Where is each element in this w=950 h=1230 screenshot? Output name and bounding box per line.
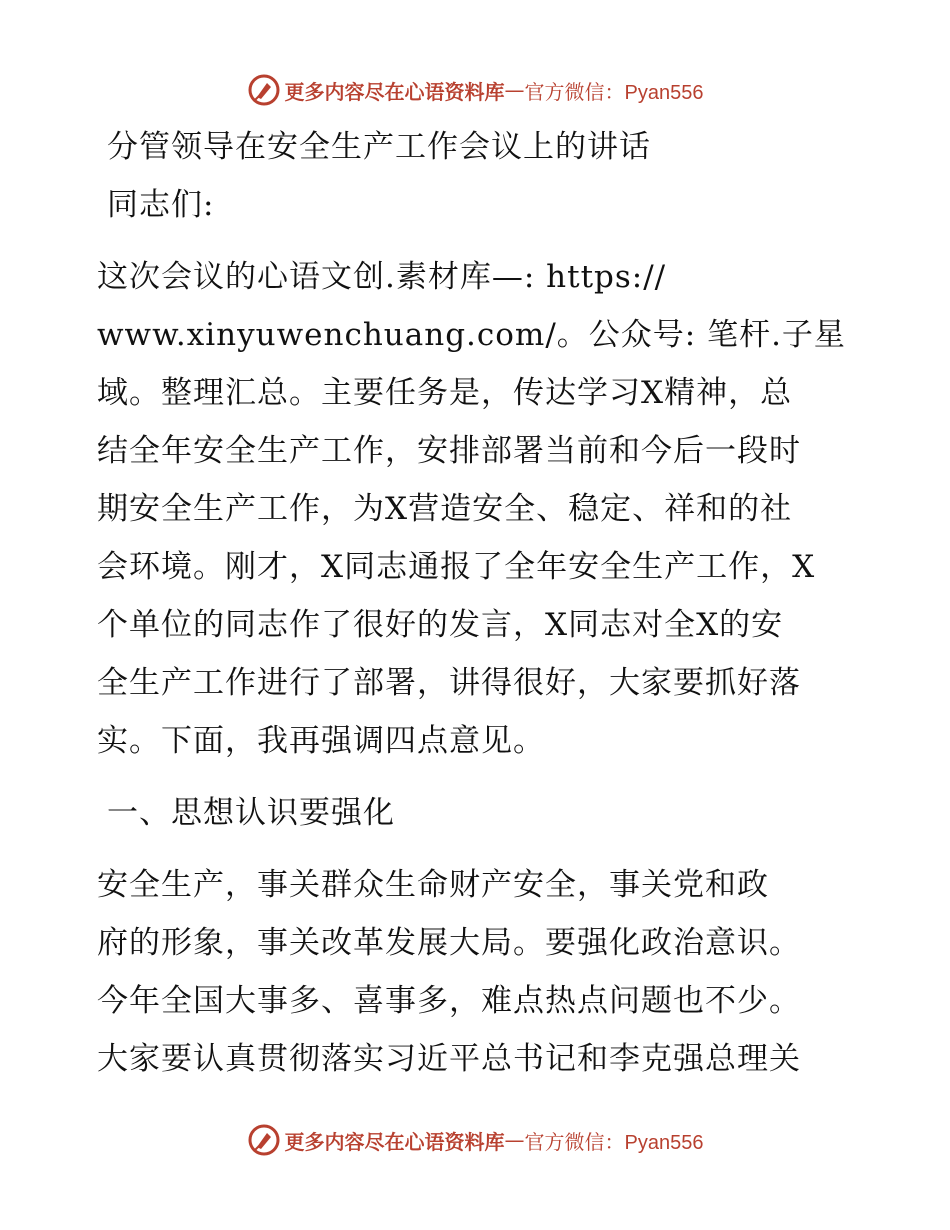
watermark-text: 更多内容尽在心语资料库 (284, 79, 505, 104)
paragraph-line: 结全年安全生产工作，安排部署当前和今后一段时 (97, 433, 801, 469)
paragraph-line: 域。整理汇总。主要任务是，传达学习X精神，总 (97, 375, 793, 411)
watermark-suffix: 官方微信：Pyan556 (524, 81, 704, 104)
paragraph-line: 今年全国大事多、喜事多，难点热点问题也不少。 (97, 983, 801, 1019)
watermark-separator: — (504, 1128, 525, 1152)
paragraph-line: 这次会议的心语文创.素材库—: https:// (97, 259, 667, 295)
paragraph-line: 个单位的同志作了很好的发言，X同志对全X的安 (97, 607, 784, 643)
document-body (97, 118, 857, 1088)
watermark-separator: — (504, 78, 525, 102)
salutation: 同志们: (107, 187, 215, 223)
paragraph-line: 大家要认真贯彻落实习近平总书记和李克强总理关 (97, 1041, 801, 1077)
watermark-banner-bottom (0, 1120, 950, 1160)
paragraph-line: www.xinyuwenchuang.com/。公众号: 笔杆.子星 (97, 317, 846, 353)
watermark-text: 更多内容尽在心语资料库 (284, 1129, 505, 1154)
paragraph-line: 府的形象，事关改革发展大局。要强化政治意识。 (97, 925, 801, 961)
paragraph-line: 实。下面，我再强调四点意见。 (97, 723, 545, 759)
paragraph-line: 安全生产，事关群众生命财产安全，事关党和政 (97, 867, 769, 903)
document-title: 分管领导在安全生产工作会议上的讲话 (107, 129, 651, 165)
section-heading: 一、思想认识要强化 (107, 795, 395, 831)
paragraph-line: 会环境。刚才，X同志通报了全年安全生产工作，X (97, 549, 816, 585)
watermark-banner-top (0, 70, 950, 110)
pen-nib-circle-icon (247, 1123, 281, 1157)
pen-nib-circle-icon (247, 73, 281, 107)
paragraph-line: 期安全生产工作，为X营造安全、稳定、祥和的社 (97, 491, 793, 527)
paragraph-section-one (97, 856, 857, 1088)
paragraph-line: 全生产工作进行了部署，讲得很好，大家要抓好落 (97, 665, 801, 701)
watermark-suffix: 官方微信：Pyan556 (524, 1131, 704, 1154)
paragraph-intro (97, 248, 857, 770)
